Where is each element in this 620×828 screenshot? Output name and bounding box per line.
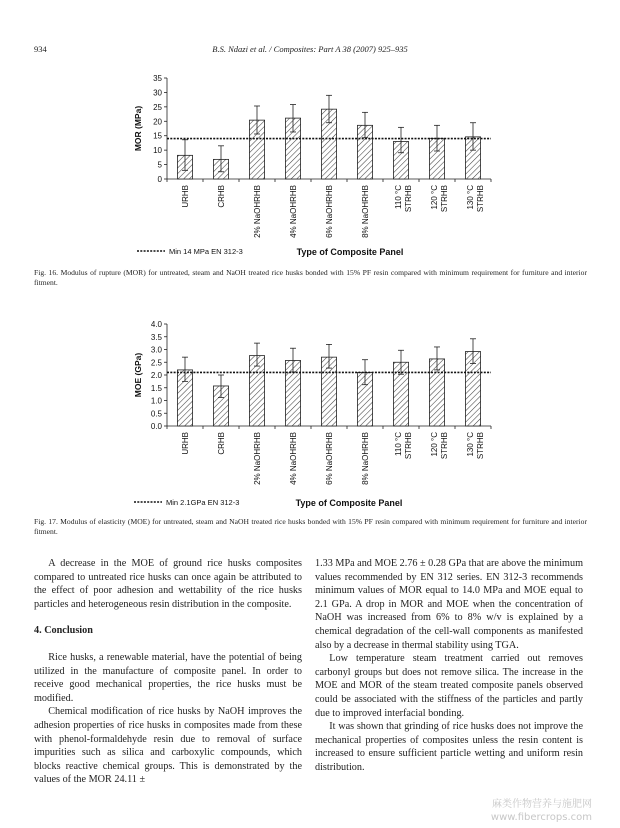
category-label-line: 130 °C xyxy=(466,185,475,210)
y-tick-label: 15 xyxy=(153,131,162,141)
category-label: 2% NaOHRHB xyxy=(253,185,262,238)
y-tick-label: 20 xyxy=(153,117,162,127)
y-tick-label: 10 xyxy=(153,146,162,156)
y-tick-label: 0.0 xyxy=(150,422,162,431)
x-axis-label: Type of Composite Panel xyxy=(296,247,404,257)
category-label: URHB xyxy=(181,432,190,455)
category-label: CRHB xyxy=(217,432,226,455)
category-label-line: STRHB xyxy=(404,185,413,213)
category-label-line: STRHB xyxy=(404,432,413,460)
category-label-line: STRHB xyxy=(440,185,449,213)
category-label: 4% NaOHRHB xyxy=(289,185,298,238)
category-label: 8% NaOHRHB xyxy=(361,432,370,485)
category-label xyxy=(430,432,449,459)
x-axis-label: Type of Composite Panel xyxy=(295,498,403,508)
category-label xyxy=(394,432,413,459)
category-label-line: 120 °C xyxy=(430,185,439,210)
figure-16-caption: Fig. 16. Modulus of rupture (MOR) for untreated, steam and NaOH treated rice husks bonded with 15% PF resin compared with minimum requirement for furniture and interior fitment. xyxy=(34,268,587,287)
running-header: B.S. Ndazi et al. / Composites: Part A 38 (2007) 925–935 xyxy=(212,44,408,54)
body-paragraph: 1.33 MPa and MOE 2.76 ± 0.28 GPa that are above the minimum values recommended by EN 312 series. EN 312-3 recommends minimum values of MOR equal to 14.0 MPa and MOE equal to 2.1 GPa. A drop in MOR and MOE when the concentration of NaOH was increased from 6% to 8% w/v is explained by a chemical degradation of the cell-wall components as manifested also by a decrease in thermal stability using TGA. xyxy=(315,558,583,651)
category-label: CRHB xyxy=(217,185,226,208)
y-tick-label: 4.0 xyxy=(150,320,162,329)
y-tick-label: 5 xyxy=(157,160,162,170)
body-paragraph: It was shown that grinding of rice husks does not improve the mechanical properties of composites unless the resin content is increased to ensure sufficient particle wetting and uniform resin distribution. xyxy=(315,721,583,773)
category-label-line: STRHB xyxy=(476,185,485,213)
category-label-line: 110 °C xyxy=(394,432,403,456)
category-label: 8% NaOHRHB xyxy=(361,185,370,238)
watermark-line: 麻类作物营养与施肥网 xyxy=(492,799,592,810)
category-label-line: 130 °C xyxy=(466,432,475,457)
category-label-line: STRHB xyxy=(476,432,485,460)
y-axis-label: MOE (GPa) xyxy=(133,352,143,398)
category-label: 2% NaOHRHB xyxy=(253,432,262,485)
y-tick-label: 25 xyxy=(153,102,162,112)
body-paragraph: Low temperature steam treatment carried out removes carbonyl groups but does not remove silica. The increase in the MOE and MOR of the steam treated composite panels observed could be associated with the stiffness of the particles and partly due to improved interfacial bonding. xyxy=(315,653,583,719)
y-tick-label: 2.0 xyxy=(150,371,162,380)
section-heading: 4. Conclusion xyxy=(34,625,93,637)
y-tick-label: 3.0 xyxy=(150,345,162,355)
y-tick-label: 3.5 xyxy=(150,332,162,342)
legend-label: Min 14 MPa EN 312-3 xyxy=(169,247,243,256)
category-label: 6% NaOHRHB xyxy=(325,185,334,238)
category-label xyxy=(394,185,413,212)
right-column xyxy=(315,557,583,775)
body-paragraph: A decrease in the MOE of ground rice husks composites compared to untreated rice husks can once again be attributed to the effect of poor adhesion and wettability of the rice husks particles and heterogeneous resin distribution in the composite. xyxy=(34,558,302,610)
mor-chart xyxy=(0,68,620,263)
legend-label: Min 2.1GPa EN 312-3 xyxy=(166,498,240,507)
category-label-line: 120 °C xyxy=(430,432,439,457)
category-label-line: STRHB xyxy=(440,432,449,460)
category-label: 6% NaOHRHB xyxy=(325,432,334,485)
page-number: 934 xyxy=(34,44,47,54)
category-label xyxy=(466,185,485,212)
y-tick-label: 0.5 xyxy=(150,409,162,419)
y-tick-label: 1.5 xyxy=(150,383,162,393)
body-paragraph: Chemical modification of rice husks by NaOH improves the adhesion properties of rice husks in composites made from these with phenol-formaldehyde resin due to removal of surface impurities such as silica and carboxylic compounds, which blocks reactive chemical groups. This is demonstrated by the values of the MOR 24.11 ± xyxy=(34,706,302,786)
figure-17-caption: Fig. 17. Modulus of elasticity (MOE) for untreated, steam and NaOH treated rice husks bonded with 15% PF resin compared with minimum requirement for furniture and interior fitment. xyxy=(34,517,587,536)
y-tick-label: 35 xyxy=(153,74,162,83)
category-label xyxy=(466,432,485,459)
category-label-line: 110 °C xyxy=(394,185,403,209)
watermark xyxy=(491,798,592,824)
y-tick-label: 0 xyxy=(157,175,162,184)
category-label: URHB xyxy=(181,185,190,208)
category-label xyxy=(430,185,449,212)
y-tick-label: 2.5 xyxy=(150,358,162,368)
y-tick-label: 1.0 xyxy=(150,396,162,406)
body-paragraph: Rice husks, a renewable material, have the potential of being utilized in the manufacture of composite panel. In order to receive good mechanical properties, the rice husks must be modified. xyxy=(34,651,302,704)
y-tick-label: 30 xyxy=(153,88,162,98)
y-axis-label: MOR (MPa) xyxy=(133,105,143,152)
left-column xyxy=(34,557,302,787)
watermark-line: www.fibercrops.com xyxy=(490,812,592,823)
moe-chart xyxy=(0,316,620,510)
category-label: 4% NaOHRHB xyxy=(289,432,298,485)
